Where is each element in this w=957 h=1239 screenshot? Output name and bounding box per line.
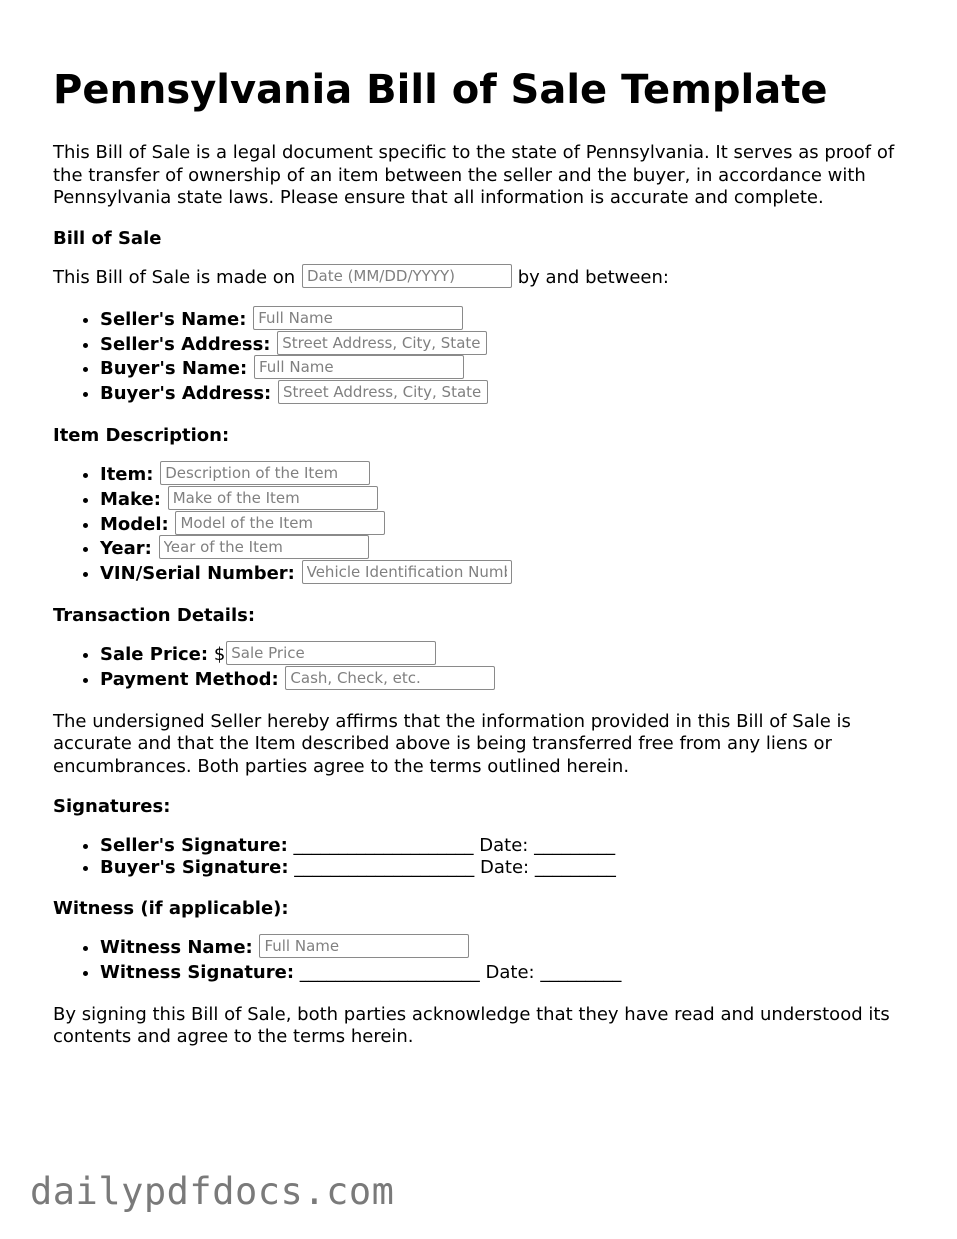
list-item (100, 488, 913, 513)
made-on-suffix: by and between: (517, 267, 669, 288)
seller-name-input[interactable] (253, 306, 463, 330)
witness-name-label: Witness Name: (100, 937, 253, 959)
intro-paragraph: This Bill of Sale is a legal document specific to the state of Pennsylvania. It serves as proof of the transfer of ownership of an item between the seller and the buyer, in accordance with Pennsylvania state laws. Please ensure that all information is accurate and complete. (53, 142, 895, 208)
list-item (100, 562, 913, 587)
affirmation-paragraph: The undersigned Seller hereby affirms that the information provided in this Bill of Sale is accurate and that the Item described above is being transferred free from any liens or encumbrances. Both parties agree to the terms outlined herein. (53, 710, 851, 777)
witness-date-line[interactable]: _________ (540, 961, 622, 983)
list-item (100, 333, 913, 358)
sale-date-input[interactable] (302, 264, 512, 288)
sale-price-label: Sale Price: (100, 644, 209, 666)
watermark-text: dailypdfdocs.com (30, 1170, 395, 1213)
bill-of-sale-heading: Bill of Sale (53, 227, 162, 249)
item-description-heading: Item Description: (53, 424, 230, 446)
buyer-date-label: Date: (480, 857, 530, 879)
witness-signature-line[interactable]: ____________________ (299, 961, 480, 983)
list-item (100, 961, 913, 986)
payment-method-input[interactable] (285, 666, 495, 690)
list-item (100, 382, 913, 407)
seller-name-label: Seller's Name: (100, 309, 247, 330)
currency-symbol: $ (213, 644, 226, 666)
item-list (53, 463, 913, 587)
list-item (100, 643, 913, 668)
list-item (100, 835, 913, 858)
list-item (100, 513, 913, 538)
item-input[interactable] (160, 461, 370, 485)
seller-date-label: Date: (479, 834, 529, 856)
list-item (100, 463, 913, 488)
vin-input[interactable] (302, 560, 512, 584)
make-label: Make: (100, 489, 161, 511)
vin-label: VIN/Serial Number: (100, 563, 295, 585)
signatures-list (53, 835, 913, 880)
signatures-heading: Signatures: (53, 796, 171, 818)
model-label: Model: (100, 513, 169, 535)
parties-list (53, 308, 913, 407)
witness-signature-label: Witness Signature: (100, 961, 295, 983)
year-input[interactable] (159, 535, 369, 559)
made-on-prefix: This Bill of Sale is made on (53, 267, 296, 288)
list-item (100, 357, 913, 382)
buyer-address-input[interactable] (278, 380, 488, 404)
document-page (53, 62, 913, 1049)
year-label: Year: (100, 538, 152, 560)
buyer-signature-line[interactable]: ____________________ (294, 857, 475, 879)
transaction-list (53, 643, 913, 692)
seller-signature-line[interactable]: ____________________ (293, 834, 474, 856)
seller-address-input[interactable] (277, 331, 487, 355)
list-item (100, 936, 913, 961)
list-item (100, 668, 913, 693)
buyer-date-line[interactable]: _________ (534, 857, 616, 879)
buyer-signature-label: Buyer's Signature: (100, 857, 289, 879)
witness-date-label: Date: (485, 961, 535, 983)
model-input[interactable] (175, 511, 385, 535)
seller-address-label: Seller's Address: (100, 333, 271, 355)
witness-list (53, 936, 913, 985)
payment-method-label: Payment Method: (100, 669, 279, 691)
transaction-heading: Transaction Details: (53, 604, 256, 626)
item-label: Item: (100, 464, 154, 486)
list-item (100, 857, 913, 880)
witness-heading: Witness (if applicable): (53, 897, 289, 919)
buyer-name-label: Buyer's Name: (100, 358, 248, 380)
page-title: Pennsylvania Bill of Sale Template (53, 67, 828, 113)
list-item (100, 537, 913, 562)
make-input[interactable] (168, 486, 378, 510)
seller-date-line[interactable]: _________ (534, 834, 616, 856)
sale-price-input[interactable] (226, 641, 436, 665)
seller-signature-label: Seller's Signature: (100, 834, 288, 856)
witness-name-input[interactable] (259, 934, 469, 958)
made-on-line (53, 266, 913, 290)
buyer-name-input[interactable] (254, 355, 464, 379)
buyer-address-label: Buyer's Address: (100, 383, 272, 405)
closing-paragraph: By signing this Bill of Sale, both parties acknowledge that they have read and understood its contents and agree to the terms herein. (53, 1003, 890, 1048)
list-item (100, 308, 913, 333)
